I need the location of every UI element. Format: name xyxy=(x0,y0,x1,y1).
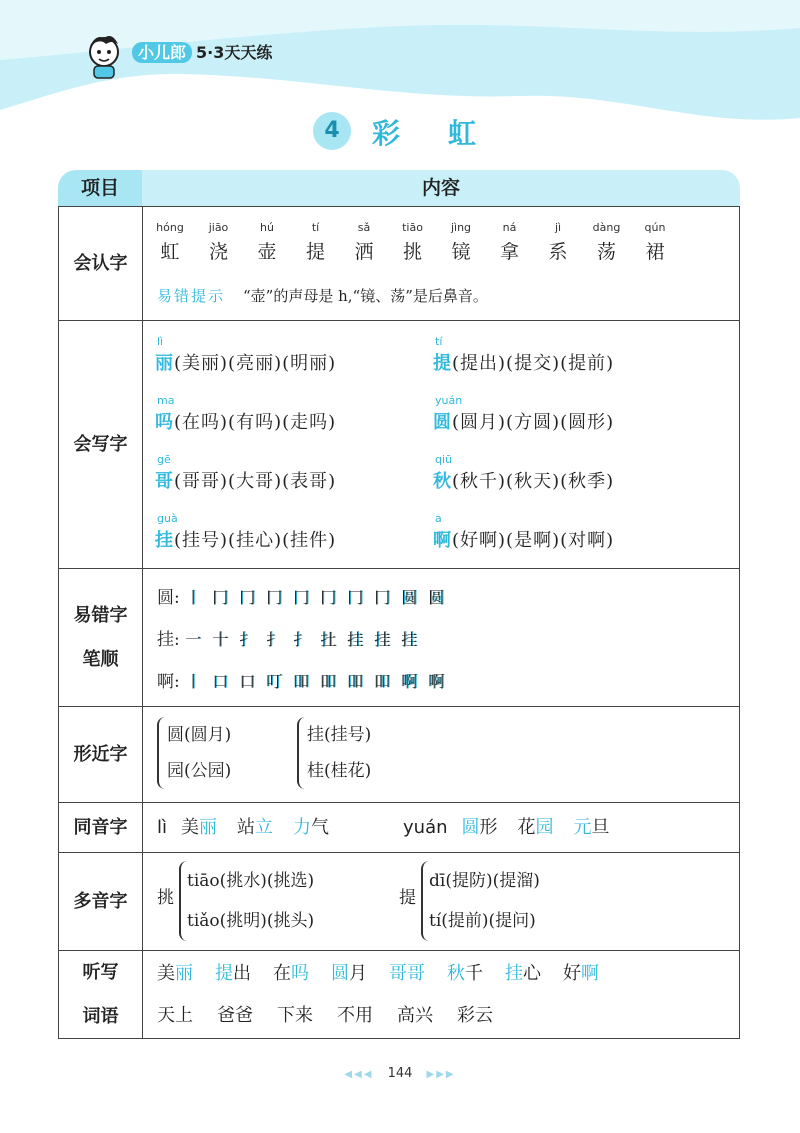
page-number: 144 xyxy=(387,1066,413,1081)
recognize-content xyxy=(143,207,739,320)
recognize-char xyxy=(632,221,678,264)
stroke-step: 冂 xyxy=(374,588,391,607)
hanzi: 虹 xyxy=(160,241,180,263)
word-char: 旦 xyxy=(591,817,610,838)
pinyin: dàng xyxy=(592,221,621,234)
homophone-group xyxy=(157,817,349,838)
polyphone-reading: tí(提前)(提问) xyxy=(429,911,536,931)
dictation-word xyxy=(389,963,425,984)
error-tip xyxy=(157,285,488,306)
similar-content xyxy=(143,707,739,802)
stroke-content xyxy=(143,569,739,706)
word-char: 哥 xyxy=(389,963,407,984)
stroke-step: 冂 xyxy=(320,588,337,607)
stroke-step: 冂 xyxy=(266,588,283,607)
stroke-step: 口 xyxy=(239,672,256,691)
stroke-step: 吅 xyxy=(293,672,310,691)
target-char: 丽 xyxy=(155,353,174,374)
recognize-char xyxy=(438,221,484,264)
word-char: 园 xyxy=(535,817,554,838)
brand-series: 5·3天天练 xyxy=(196,43,273,62)
word-line xyxy=(433,467,614,493)
stroke-step: 丨 xyxy=(185,588,202,607)
word-char: 力 xyxy=(293,817,312,838)
pinyin: ná xyxy=(502,221,517,234)
target-char: 圆 xyxy=(433,412,452,433)
table-header xyxy=(58,170,740,206)
stroke-step: 扗 xyxy=(320,630,337,649)
column-header-content: 内容 xyxy=(142,170,740,206)
word-char: 好 xyxy=(563,963,581,984)
similar-group xyxy=(297,717,371,789)
hanzi: 浇 xyxy=(208,241,228,263)
write-entry xyxy=(155,453,336,493)
stroke-step: 挂 xyxy=(374,630,391,649)
word-line xyxy=(433,408,614,434)
write-entry xyxy=(155,335,336,375)
example-words: (哥哥)(大哥)(表哥) xyxy=(174,471,337,492)
stroke-step: 丨 xyxy=(185,672,202,691)
dictation-content xyxy=(143,951,739,1038)
word-line xyxy=(433,526,614,552)
write-entry xyxy=(155,394,336,434)
hanzi: 提 xyxy=(305,241,325,263)
similar-entry: 挂(挂号) xyxy=(307,725,372,745)
pinyin: a xyxy=(435,512,442,525)
stroke-step: 吅 xyxy=(347,672,364,691)
row-polyphone xyxy=(59,852,739,950)
word-char: 圆 xyxy=(461,817,480,838)
polyphone-reading: dī(提防)(提溜) xyxy=(429,871,540,891)
stroke-step: 冂 xyxy=(212,588,229,607)
similar-entry: 圆(圆月) xyxy=(167,725,232,745)
content-table xyxy=(58,206,740,1039)
stroke-step: 啊 xyxy=(401,672,418,691)
pinyin: jìng xyxy=(450,221,472,234)
dictation-word xyxy=(505,963,541,984)
row-homophone xyxy=(59,802,739,852)
brand-label xyxy=(132,40,272,63)
pinyin: sǎ xyxy=(357,221,371,234)
example-words: (秋千)(秋天)(秋季) xyxy=(452,471,615,492)
recognize-char xyxy=(244,221,290,264)
row-label: 会写字 xyxy=(59,321,143,568)
word-line xyxy=(155,467,336,493)
row-label-line1: 听写 xyxy=(82,961,119,983)
row-label: 会认字 xyxy=(59,207,143,320)
pinyin: qiū xyxy=(435,453,453,466)
homophone-word xyxy=(293,817,329,838)
word-char: 挂 xyxy=(505,963,523,984)
polyphone-char: 挑 xyxy=(157,888,174,908)
dictation-word: 彩云 xyxy=(457,1005,493,1026)
example-words: (圆月)(方圆)(圆形) xyxy=(452,412,615,433)
write-entry xyxy=(433,512,614,552)
polyphone-char: 提 xyxy=(399,888,416,908)
dictation-word xyxy=(563,963,599,984)
row-label-line1: 易错字 xyxy=(73,604,128,626)
stroke-step: 扌 xyxy=(239,630,256,649)
polyphone-reading: tiǎo(挑明)(挑头) xyxy=(187,911,315,931)
target-char: 哥 xyxy=(155,471,174,492)
word-char: 圆 xyxy=(331,963,349,984)
word-char: 美 xyxy=(157,963,175,984)
similar-group xyxy=(157,717,231,789)
pinyin: tiāo xyxy=(402,221,423,234)
hanzi: 裙 xyxy=(645,241,665,263)
stroke-step: 吅 xyxy=(320,672,337,691)
polyphone-content xyxy=(143,853,739,950)
write-entry xyxy=(433,394,614,434)
dictation-word: 下来 xyxy=(277,1005,313,1026)
dictation-line xyxy=(157,1001,517,1027)
stroke-step: 扌 xyxy=(293,630,310,649)
polyphone-readings xyxy=(421,861,540,941)
hanzi: 挑 xyxy=(402,241,422,263)
write-entry xyxy=(433,335,614,375)
homophone-group xyxy=(403,817,630,838)
dictation-word: 高兴 xyxy=(397,1005,433,1026)
word-char: 啊 xyxy=(581,963,599,984)
pinyin: guà xyxy=(157,512,178,525)
word-char: 在 xyxy=(273,963,291,984)
word-char: 月 xyxy=(349,963,367,984)
target-char: 啊 xyxy=(433,530,452,551)
stroke-order-line xyxy=(157,625,423,652)
row-dictation xyxy=(59,950,739,1038)
word-char: 心 xyxy=(523,963,541,984)
word-char: 形 xyxy=(479,817,498,838)
word-char: 秋 xyxy=(447,963,465,984)
word-line xyxy=(433,349,614,375)
pinyin: tí xyxy=(311,221,320,234)
homophone-pinyin: yuán xyxy=(403,817,448,838)
homophone-content xyxy=(143,803,739,852)
homophone-word xyxy=(181,817,217,838)
recognize-char xyxy=(584,221,630,264)
word-char: 元 xyxy=(573,817,592,838)
write-entry xyxy=(155,512,336,552)
brand-name: 小儿郎 xyxy=(132,42,192,63)
dictation-word xyxy=(447,963,483,984)
similar-entry: 园(公园) xyxy=(167,761,232,781)
recognize-char xyxy=(341,221,387,264)
word-line xyxy=(155,349,336,375)
hanzi: 系 xyxy=(548,241,568,263)
word-char: 美 xyxy=(181,817,200,838)
lesson-number: 4 xyxy=(313,112,351,150)
word-line xyxy=(155,526,336,552)
polyphone-readings xyxy=(179,861,314,941)
pinyin: hóng xyxy=(156,221,184,234)
hanzi: 荡 xyxy=(596,241,616,263)
row-label xyxy=(59,951,143,1038)
stroke-step: 挂 xyxy=(401,630,418,649)
homophone-word xyxy=(518,817,554,838)
column-header-item: 项目 xyxy=(58,170,142,206)
stroke-step: 冂 xyxy=(293,588,310,607)
tip-text: “壶”的声母是 h,“镜、荡”是后鼻音。 xyxy=(243,287,488,305)
dictation-word xyxy=(157,963,193,984)
hanzi: 拿 xyxy=(499,241,519,263)
recognize-char xyxy=(196,221,242,264)
dictation-word: 天上 xyxy=(157,1005,193,1026)
word-char: 提 xyxy=(215,963,233,984)
stroke-char: 挂: xyxy=(157,630,180,650)
pinyin: hú xyxy=(260,221,274,234)
homophone-word xyxy=(574,817,610,838)
stroke-step: 冂 xyxy=(239,588,256,607)
word-char: 立 xyxy=(255,817,274,838)
dictation-word xyxy=(215,963,251,984)
word-char: 千 xyxy=(465,963,483,984)
row-label xyxy=(59,569,143,706)
stroke-step: 圆 xyxy=(428,588,445,607)
polyphone-reading: tiāo(挑水)(挑选) xyxy=(187,871,315,891)
word-char: 花 xyxy=(517,817,536,838)
stroke-char: 圆: xyxy=(157,588,180,608)
stroke-step: 叮 xyxy=(266,672,283,691)
recognize-char xyxy=(487,221,533,264)
example-words: (好啊)(是啊)(对啊) xyxy=(452,530,615,551)
row-similar xyxy=(59,706,739,802)
example-words: (挂号)(挂心)(挂件) xyxy=(174,530,337,551)
lesson-title: 彩虹 xyxy=(372,117,525,150)
stroke-step: 一 xyxy=(185,630,202,649)
word-char: 哥 xyxy=(407,963,425,984)
row-label: 多音字 xyxy=(59,853,143,950)
pinyin: gē xyxy=(157,453,171,466)
recognize-char xyxy=(147,221,193,264)
pinyin: ma xyxy=(157,394,175,407)
word-char: 吗 xyxy=(291,963,309,984)
example-words: (美丽)(亮丽)(明丽) xyxy=(174,353,337,374)
target-char: 提 xyxy=(433,353,452,374)
left-arrows-icon: ◀◀◀ xyxy=(344,1069,374,1080)
write-content xyxy=(143,321,739,568)
example-words: (在吗)(有吗)(走吗) xyxy=(174,412,337,433)
row-label-line2: 笔顺 xyxy=(82,648,119,670)
page-footer xyxy=(0,1066,800,1081)
homophone-line xyxy=(157,813,634,839)
stroke-step: 挂 xyxy=(347,630,364,649)
tip-label: 易错提示 xyxy=(157,287,226,305)
target-char: 挂 xyxy=(155,530,174,551)
hanzi: 镜 xyxy=(451,241,471,263)
word-char: 出 xyxy=(233,963,251,984)
row-recognize xyxy=(59,207,739,320)
similar-entry: 桂(桂花) xyxy=(307,761,372,781)
word-line xyxy=(155,408,336,434)
dictation-word: 不用 xyxy=(337,1005,373,1026)
stroke-step: 啊 xyxy=(428,672,445,691)
row-label-line2: 词语 xyxy=(82,1005,119,1027)
stroke-order-line xyxy=(157,667,450,694)
dictation-word xyxy=(331,963,367,984)
recognize-char xyxy=(535,221,581,264)
stroke-order-line xyxy=(157,583,450,610)
word-char: 气 xyxy=(311,817,330,838)
recognize-char xyxy=(390,221,436,264)
pinyin: qún xyxy=(644,221,666,234)
write-entry xyxy=(433,453,614,493)
word-char: 丽 xyxy=(175,963,193,984)
example-words: (提出)(提交)(提前) xyxy=(452,353,615,374)
pinyin: yuán xyxy=(435,394,463,407)
homophone-pinyin: lì xyxy=(157,817,168,838)
stroke-char: 啊: xyxy=(157,672,180,692)
dictation-word xyxy=(273,963,309,984)
stroke-step: 扌 xyxy=(266,630,283,649)
stroke-step: 冂 xyxy=(347,588,364,607)
dictation-line xyxy=(157,959,621,985)
mascot-icon xyxy=(82,32,126,80)
pinyin: lì xyxy=(157,335,164,348)
target-char: 秋 xyxy=(433,471,452,492)
stroke-step: 圆 xyxy=(401,588,418,607)
word-char: 丽 xyxy=(199,817,218,838)
row-write xyxy=(59,320,739,568)
right-arrows-icon: ▶▶▶ xyxy=(426,1069,456,1080)
stroke-step: 口 xyxy=(212,672,229,691)
homophone-word xyxy=(237,817,273,838)
recognize-char xyxy=(293,221,339,264)
dictation-word: 爸爸 xyxy=(217,1005,253,1026)
target-char: 吗 xyxy=(155,412,174,433)
pinyin: jì xyxy=(554,221,562,234)
row-label: 形近字 xyxy=(59,707,143,802)
stroke-step: 十 xyxy=(212,630,229,649)
pinyin: tí xyxy=(435,335,443,348)
hanzi: 壶 xyxy=(257,241,277,263)
word-char: 站 xyxy=(237,817,256,838)
stroke-step: 吅 xyxy=(374,672,391,691)
homophone-word xyxy=(462,817,498,838)
hanzi: 洒 xyxy=(354,241,374,263)
row-stroke-order xyxy=(59,568,739,706)
pinyin: jiāo xyxy=(208,221,229,234)
row-label: 同音字 xyxy=(59,803,143,852)
